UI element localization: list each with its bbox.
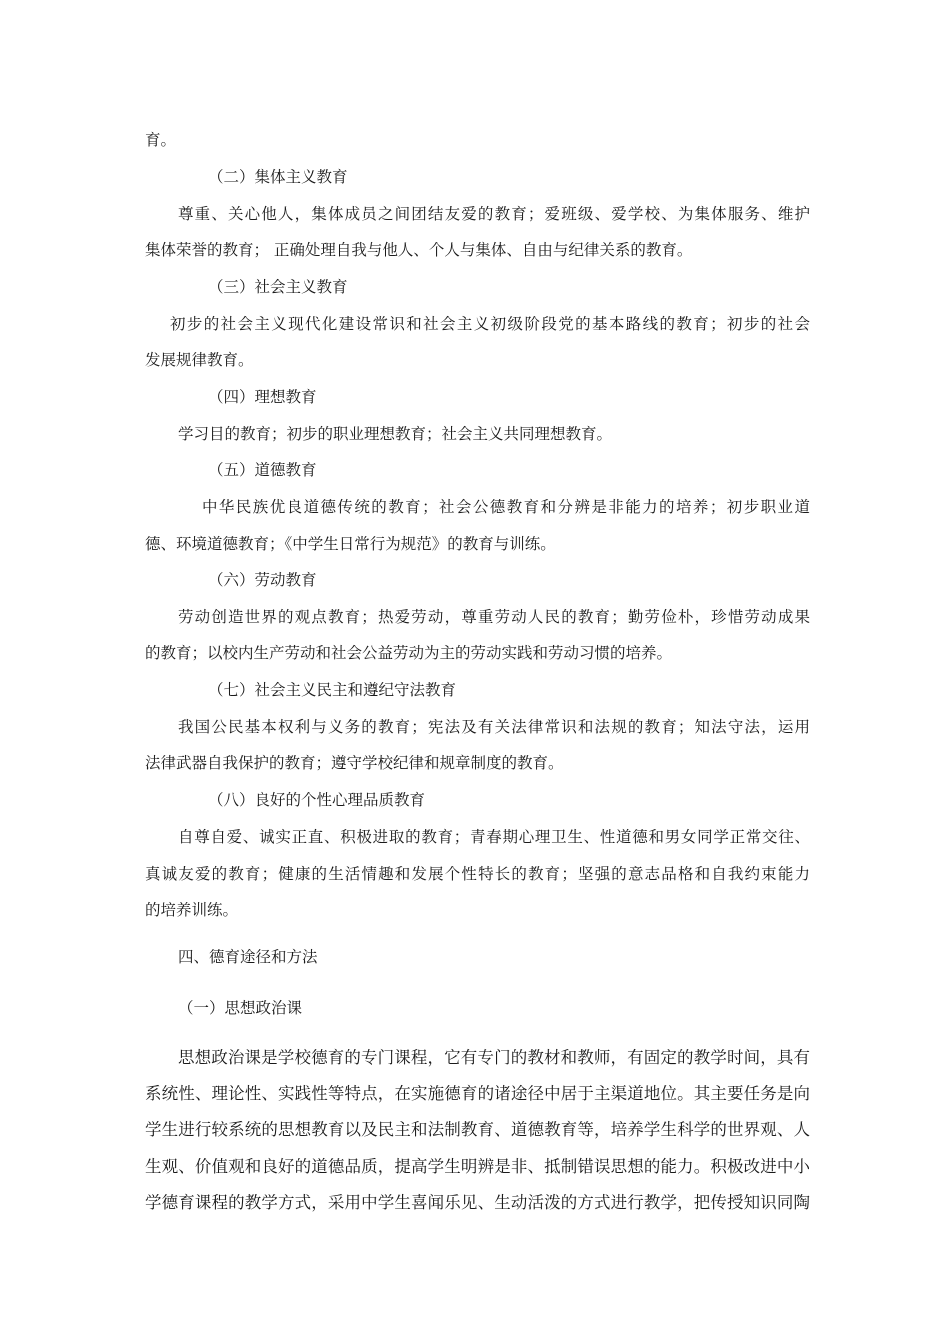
text-line: 育。 xyxy=(145,131,177,149)
section-heading: （四）理想教育 xyxy=(208,388,317,406)
section-heading: （五）道德教育 xyxy=(208,461,317,479)
section-heading: （六）劳动教育 xyxy=(208,571,317,589)
text-line: 生观、价值观和良好的道德品质，提高学生明辨是非、抵制错误思想的能力。积极改进中小 xyxy=(145,1157,810,1176)
subsection-heading: （一）思想政治课 xyxy=(178,999,303,1017)
text-line: 学习目的教育；初步的职业理想教育；社会主义共同理想教育。 xyxy=(178,425,613,443)
text-line: 的教育；以校内生产劳动和社会公益劳动为主的劳动实践和劳动习惯的培养。 xyxy=(145,644,673,662)
text-line: 发展规律教育。 xyxy=(145,351,254,369)
text-line: 尊重、关心他人，集体成员之间团结友爱的教育；爱班级、爱学校、为集体服务、维护 xyxy=(178,205,810,223)
text-line: 真诚友爱的教育；健康的生活情趣和发展个性特长的教育；坚强的意志品格和自我约束能力 xyxy=(145,865,810,883)
section-heading: （三）社会主义教育 xyxy=(208,278,348,296)
text-line: 劳动创造世界的观点教育；热爱劳动，尊重劳动人民的教育；勤劳俭朴，珍惜劳动成果 xyxy=(178,608,810,626)
text-line: 的培养训练。 xyxy=(145,901,239,919)
section-heading: （八）良好的个性心理品质教育 xyxy=(208,791,426,809)
text-line: 自尊自爱、诚实正直、积极进取的教育；青春期心理卫生、性道德和男女同学正常交往、 xyxy=(178,828,810,846)
text-line: 法律武器自我保护的教育；遵守学校纪律和规章制度的教育。 xyxy=(145,754,564,772)
text-line: 学德育课程的教学方式，采用中学生喜闻乐见、生动活泼的方式进行教学，把传授知识同陶 xyxy=(145,1193,810,1212)
text-line: 学生进行较系统的思想教育以及民主和法制教育、道德教育等，培养学生科学的世界观、人 xyxy=(145,1120,810,1139)
text-line: 德、环境道德教育；《中学生日常行为规范》的教育与训练。 xyxy=(145,535,556,553)
text-line: 初步的社会主义现代化建设常识和社会主义初级阶段党的基本路线的教育；初步的社会 xyxy=(170,315,810,333)
section-heading: （七）社会主义民主和遵纪守法教育 xyxy=(208,681,457,699)
text-line: 系统性、理论性、实践性等特点，在实施德育的诸途径中居于主渠道地位。其主要任务是向 xyxy=(145,1084,810,1103)
section-heading: 四、德育途径和方法 xyxy=(178,948,318,966)
text-line: 集体荣誉的教育； 正确处理自我与他人、个人与集体、自由与纪律关系的教育。 xyxy=(145,241,693,259)
text-line: 思想政治课是学校德育的专门课程，它有专门的教材和教师，有固定的教学时间，具有 xyxy=(178,1048,810,1067)
text-line: 我国公民基本权利与义务的教育；宪法及有关法律常识和法规的教育；知法守法，运用 xyxy=(178,718,810,736)
text-line: 中华民族优良道德传统的教育；社会公德教育和分辨是非能力的培养；初步职业道 xyxy=(202,498,810,516)
section-heading: （二）集体主义教育 xyxy=(208,168,348,186)
